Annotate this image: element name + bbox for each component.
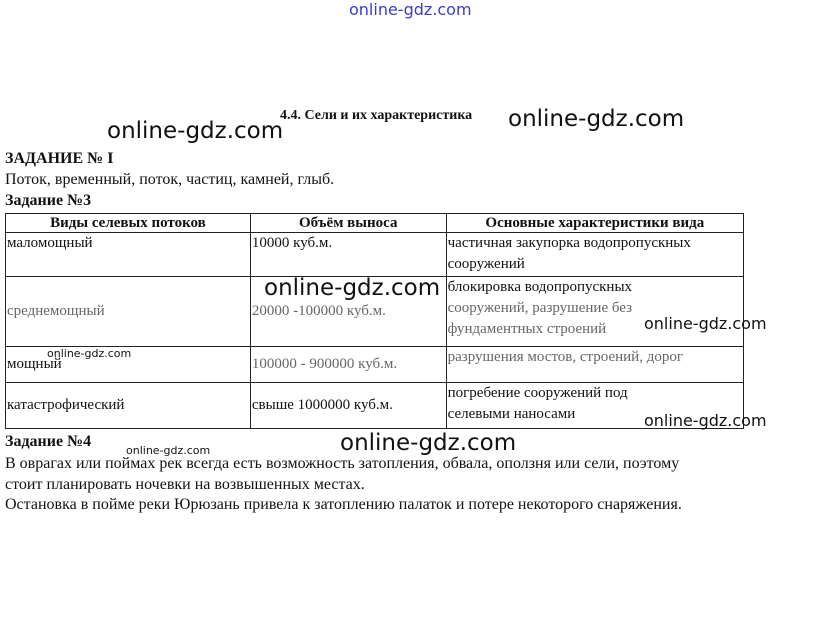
- task4-line-3: Остановка в пойме реки Юрюзань привела к затоплению палаток и потере некоторого снаряжения.: [5, 496, 682, 513]
- cell-type: катастрофический: [6, 383, 251, 429]
- watermark: online-gdz.com: [264, 275, 441, 301]
- watermark: online-gdz.com: [644, 314, 767, 333]
- task4-line-2: стоит планировать ночевки на возвышенных местах.: [5, 476, 365, 493]
- cell-characteristics: [446, 347, 743, 383]
- cell-line: частичная закупорка водопропускных: [447, 235, 691, 251]
- cell-characteristics: [446, 233, 743, 277]
- watermark-top: online-gdz.com: [349, 0, 472, 19]
- task4-line-1: В оврагах или поймах рек всегда есть возможность затопления, обвала, оползня или сели, поэтому: [5, 455, 680, 472]
- cell-line: сооружений, разрушение без: [447, 300, 633, 316]
- cell-line: фундаментных строений: [447, 321, 607, 337]
- cell-line: разрушения мостов, строений, дорог: [447, 349, 683, 365]
- cell-characteristics: [446, 277, 743, 347]
- watermark: online-gdz.com: [340, 430, 517, 456]
- mudflow-table: [5, 213, 744, 429]
- watermark: online-gdz.com: [126, 444, 211, 457]
- cell-line: селевыми наносами: [447, 406, 576, 422]
- task1-heading: ЗАДАНИЕ № I: [5, 150, 114, 167]
- section-title: 4.4. Сели и их характеристика: [280, 108, 473, 123]
- watermark: online-gdz.com: [508, 106, 685, 132]
- watermark: online-gdz.com: [644, 411, 767, 430]
- cell-volume: свыше 1000000 куб.м.: [250, 383, 446, 429]
- cell-type: среднемощный: [6, 277, 251, 347]
- column-header-type: Виды селевых потоков: [6, 214, 251, 233]
- cell-volume: 10000 куб.м.: [250, 233, 446, 277]
- task1-answer: Поток, временный, поток, частиц, камней, глыб.: [5, 171, 335, 188]
- table-header-row: [6, 214, 744, 233]
- task4-heading: Задание №4: [5, 433, 92, 450]
- cell-volume: 20000 -100000 куб.м.: [250, 277, 446, 347]
- column-header-volume: Объём выноса: [250, 214, 446, 233]
- watermark: online-gdz.com: [47, 347, 132, 360]
- cell-volume: 100000 - 900000 куб.м.: [250, 347, 446, 383]
- cell-type: мощный: [6, 347, 251, 383]
- cell-line: сооружений: [447, 256, 525, 272]
- cell-line: погребение сооружений под: [447, 385, 628, 401]
- table-row: [6, 383, 744, 429]
- cell-line: блокировка водопропускных: [447, 279, 633, 295]
- column-header-characteristics: Основные характеристики вида: [446, 214, 743, 233]
- table-row: [6, 233, 744, 277]
- task3-heading: Задание №3: [5, 192, 92, 209]
- cell-type: маломощный: [6, 233, 251, 277]
- watermark: online-gdz.com: [107, 118, 284, 144]
